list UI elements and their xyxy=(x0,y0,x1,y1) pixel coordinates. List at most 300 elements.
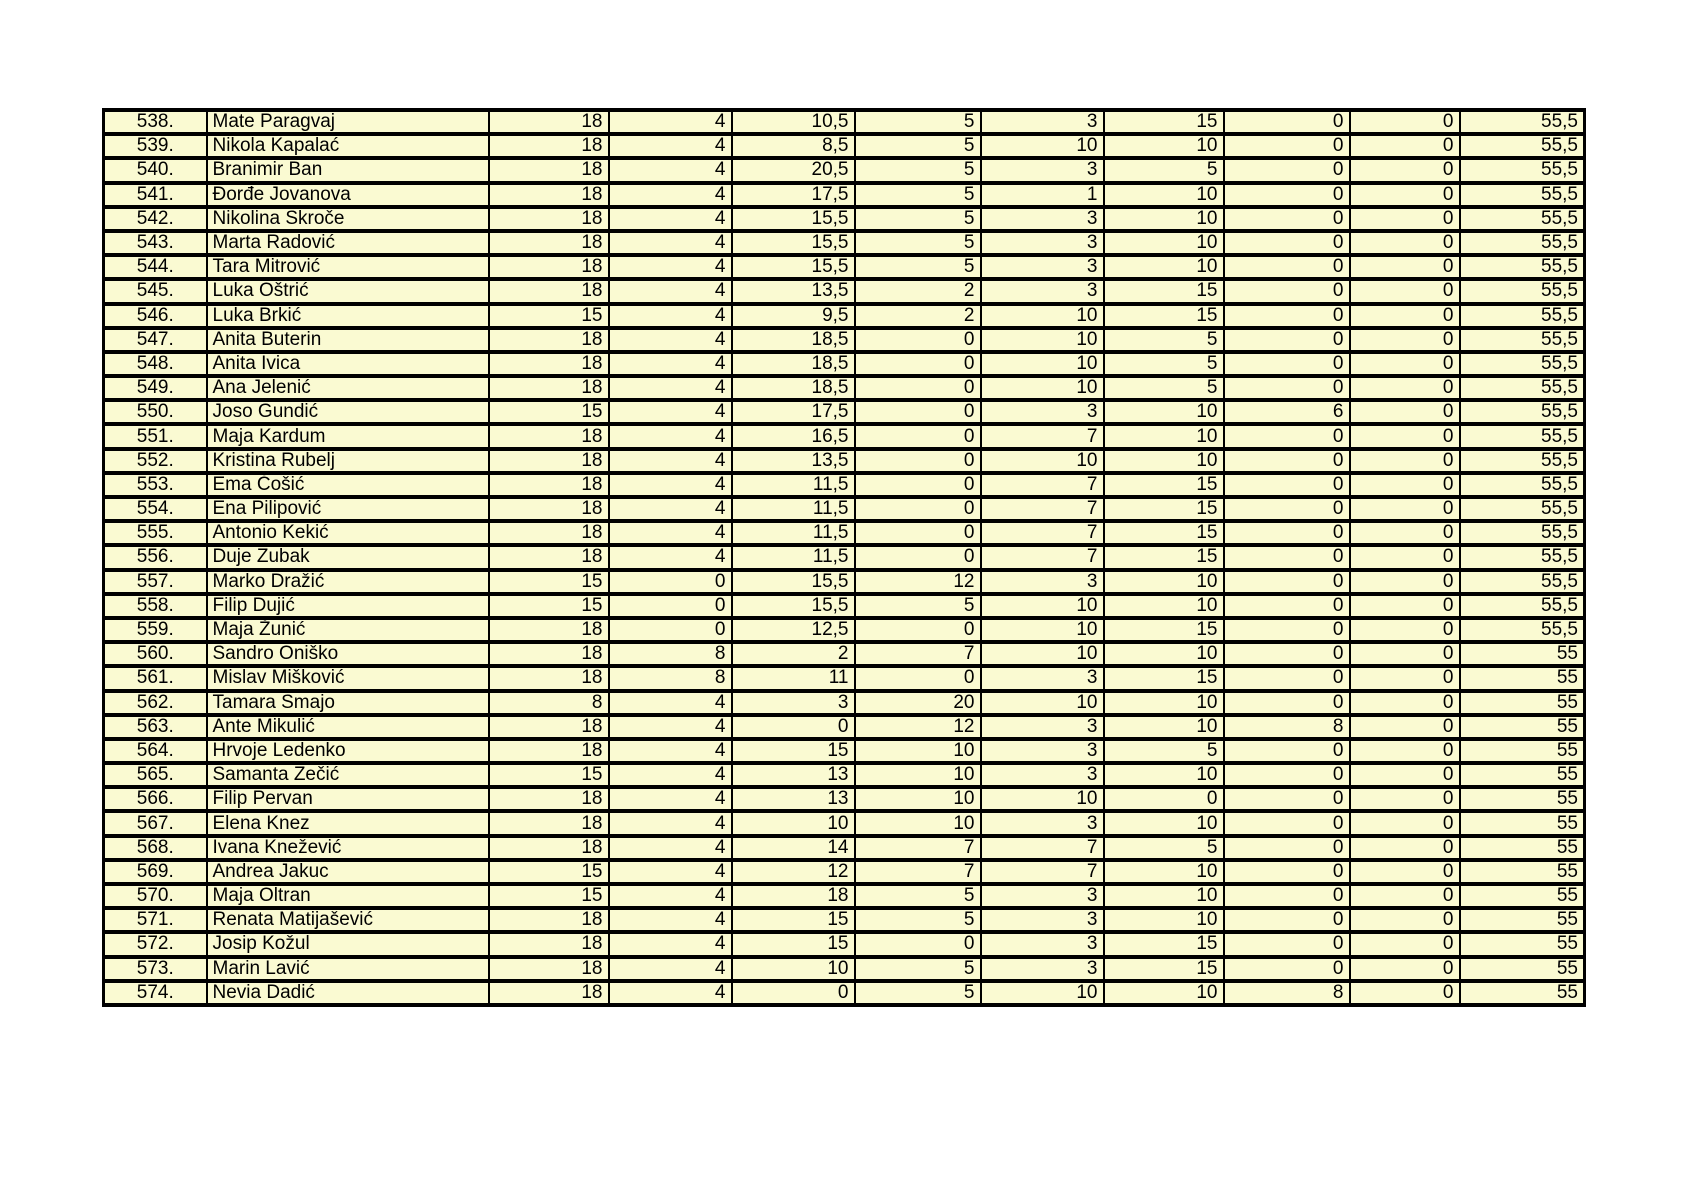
row-value: 15 xyxy=(1104,497,1224,521)
row-value: 10 xyxy=(981,691,1104,715)
row-value: 10 xyxy=(855,787,981,811)
row-value: 18 xyxy=(489,473,609,497)
table-row xyxy=(104,352,1585,376)
row-value: 0 xyxy=(1224,957,1350,981)
row-name: Maja Žunić xyxy=(207,618,489,642)
row-value: 15 xyxy=(732,739,855,763)
row-value: 11,5 xyxy=(732,521,855,545)
row-value: 4 xyxy=(609,884,732,908)
table-row xyxy=(104,255,1585,279)
row-value: 3 xyxy=(981,400,1104,424)
row-value: 7 xyxy=(855,642,981,666)
table-row xyxy=(104,545,1585,569)
row-value: 4 xyxy=(609,134,732,158)
row-value: 0 xyxy=(1224,860,1350,884)
row-value: 0 xyxy=(855,521,981,545)
row-name: Marin Lavić xyxy=(207,957,489,981)
row-value: 0 xyxy=(1350,957,1460,981)
row-value: 0 xyxy=(1224,473,1350,497)
row-value: 12,5 xyxy=(732,618,855,642)
row-value: 10 xyxy=(1104,424,1224,448)
row-value: 9,5 xyxy=(732,304,855,328)
row-value: 18 xyxy=(489,231,609,255)
row-value: 18 xyxy=(489,279,609,303)
row-rank: 550. xyxy=(104,400,207,424)
row-value: 15 xyxy=(489,884,609,908)
row-value: 2 xyxy=(732,642,855,666)
row-value: 10 xyxy=(1104,183,1224,207)
row-value: 4 xyxy=(609,400,732,424)
table-row xyxy=(104,207,1585,231)
row-value: 15,5 xyxy=(732,207,855,231)
row-value: 18 xyxy=(489,739,609,763)
row-value: 0 xyxy=(1224,811,1350,835)
row-value: 18 xyxy=(489,449,609,473)
row-value: 55 xyxy=(1460,666,1585,690)
row-value: 2 xyxy=(855,279,981,303)
row-rank: 574. xyxy=(104,981,207,1005)
row-value: 0 xyxy=(1224,110,1350,134)
row-value: 0 xyxy=(855,328,981,352)
row-rank: 546. xyxy=(104,304,207,328)
row-value: 15,5 xyxy=(732,570,855,594)
row-value: 0 xyxy=(1224,279,1350,303)
row-rank: 559. xyxy=(104,618,207,642)
row-value: 7 xyxy=(981,521,1104,545)
row-rank: 555. xyxy=(104,521,207,545)
row-value: 5 xyxy=(855,158,981,182)
row-value: 4 xyxy=(609,183,732,207)
row-value: 55 xyxy=(1460,981,1585,1005)
row-value: 5 xyxy=(855,255,981,279)
row-name: Nikola Kapalać xyxy=(207,134,489,158)
row-value: 0 xyxy=(1350,594,1460,618)
row-value: 20,5 xyxy=(732,158,855,182)
row-value: 15 xyxy=(1104,618,1224,642)
row-value: 0 xyxy=(1350,183,1460,207)
results-table xyxy=(102,108,1586,1007)
row-value: 0 xyxy=(855,400,981,424)
row-rank: 552. xyxy=(104,449,207,473)
row-name: Joso Gundić xyxy=(207,400,489,424)
row-value: 55 xyxy=(1460,787,1585,811)
row-value: 3 xyxy=(981,231,1104,255)
row-value: 0 xyxy=(1224,787,1350,811)
row-value: 10 xyxy=(981,449,1104,473)
row-name: Ana Jelenić xyxy=(207,376,489,400)
row-value: 0 xyxy=(1350,715,1460,739)
row-value: 0 xyxy=(1224,449,1350,473)
row-value: 5 xyxy=(855,908,981,932)
table-row xyxy=(104,594,1585,618)
row-value: 55,5 xyxy=(1460,134,1585,158)
table-row xyxy=(104,763,1585,787)
row-value: 18,5 xyxy=(732,352,855,376)
row-value: 55,5 xyxy=(1460,328,1585,352)
row-value: 15 xyxy=(489,763,609,787)
row-value: 0 xyxy=(855,376,981,400)
row-value: 10 xyxy=(1104,908,1224,932)
row-value: 0 xyxy=(1224,183,1350,207)
row-value: 55 xyxy=(1460,932,1585,956)
row-value: 18,5 xyxy=(732,328,855,352)
row-value: 3 xyxy=(981,957,1104,981)
row-value: 18 xyxy=(732,884,855,908)
row-name: Tamara Smajo xyxy=(207,691,489,715)
row-value: 0 xyxy=(609,570,732,594)
row-value: 0 xyxy=(732,715,855,739)
row-rank: 570. xyxy=(104,884,207,908)
row-value: 4 xyxy=(609,691,732,715)
row-value: 2 xyxy=(855,304,981,328)
row-value: 5 xyxy=(855,231,981,255)
row-value: 0 xyxy=(1350,400,1460,424)
row-name: Sandro Oniško xyxy=(207,642,489,666)
row-value: 5 xyxy=(855,884,981,908)
row-value: 15 xyxy=(1104,957,1224,981)
table-row xyxy=(104,715,1585,739)
row-rank: 561. xyxy=(104,666,207,690)
row-value: 10 xyxy=(1104,691,1224,715)
row-value: 0 xyxy=(1350,545,1460,569)
row-value: 0 xyxy=(1224,570,1350,594)
row-value: 4 xyxy=(609,424,732,448)
row-value: 3 xyxy=(981,739,1104,763)
row-value: 0 xyxy=(1350,811,1460,835)
row-value: 0 xyxy=(1350,134,1460,158)
row-value: 0 xyxy=(855,352,981,376)
row-name: Ivana Knežević xyxy=(207,836,489,860)
row-value: 10 xyxy=(1104,570,1224,594)
row-value: 0 xyxy=(1224,594,1350,618)
row-value: 55 xyxy=(1460,860,1585,884)
row-value: 4 xyxy=(609,304,732,328)
row-value: 0 xyxy=(1350,836,1460,860)
row-value: 5 xyxy=(855,207,981,231)
row-value: 4 xyxy=(609,473,732,497)
row-value: 55,5 xyxy=(1460,304,1585,328)
row-value: 0 xyxy=(1350,231,1460,255)
row-value: 55,5 xyxy=(1460,255,1585,279)
row-value: 5 xyxy=(1104,739,1224,763)
row-value: 15 xyxy=(489,860,609,884)
row-value: 0 xyxy=(609,594,732,618)
row-value: 18 xyxy=(489,932,609,956)
row-value: 18 xyxy=(489,957,609,981)
row-name: Kristina Rubelj xyxy=(207,449,489,473)
row-value: 55 xyxy=(1460,836,1585,860)
row-rank: 564. xyxy=(104,739,207,763)
row-value: 0 xyxy=(1350,158,1460,182)
row-value: 0 xyxy=(1350,884,1460,908)
table-row xyxy=(104,811,1585,835)
row-value: 15 xyxy=(1104,110,1224,134)
table-row xyxy=(104,400,1585,424)
row-value: 18 xyxy=(489,134,609,158)
row-value: 7 xyxy=(981,473,1104,497)
row-value: 0 xyxy=(609,618,732,642)
row-value: 0 xyxy=(1224,134,1350,158)
row-rank: 557. xyxy=(104,570,207,594)
row-value: 8,5 xyxy=(732,134,855,158)
row-value: 13 xyxy=(732,787,855,811)
table-row xyxy=(104,570,1585,594)
row-value: 4 xyxy=(609,279,732,303)
row-rank: 560. xyxy=(104,642,207,666)
row-value: 10 xyxy=(1104,207,1224,231)
row-value: 5 xyxy=(855,957,981,981)
row-value: 18 xyxy=(489,981,609,1005)
row-value: 7 xyxy=(981,545,1104,569)
row-value: 3 xyxy=(981,279,1104,303)
row-value: 18 xyxy=(489,376,609,400)
row-value: 0 xyxy=(1224,642,1350,666)
row-value: 10 xyxy=(1104,981,1224,1005)
row-value: 18 xyxy=(489,328,609,352)
row-value: 55,5 xyxy=(1460,376,1585,400)
row-value: 0 xyxy=(1350,424,1460,448)
row-value: 8 xyxy=(489,691,609,715)
row-value: 0 xyxy=(1104,787,1224,811)
row-value: 10 xyxy=(981,642,1104,666)
row-value: 15 xyxy=(732,908,855,932)
row-name: Elena Knez xyxy=(207,811,489,835)
row-value: 3 xyxy=(981,811,1104,835)
row-value: 10 xyxy=(981,328,1104,352)
row-value: 0 xyxy=(1350,787,1460,811)
row-value: 4 xyxy=(609,328,732,352)
row-value: 0 xyxy=(855,545,981,569)
row-value: 5 xyxy=(1104,328,1224,352)
row-name: Samanta Zečić xyxy=(207,763,489,787)
row-value: 0 xyxy=(1224,932,1350,956)
row-value: 10 xyxy=(1104,811,1224,835)
row-value: 10 xyxy=(732,957,855,981)
row-name: Ante Mikulić xyxy=(207,715,489,739)
row-value: 4 xyxy=(609,158,732,182)
row-value: 7 xyxy=(981,424,1104,448)
row-value: 12 xyxy=(855,570,981,594)
row-value: 0 xyxy=(1350,908,1460,932)
row-value: 55,5 xyxy=(1460,424,1585,448)
row-rank: 538. xyxy=(104,110,207,134)
row-value: 14 xyxy=(732,836,855,860)
table-row xyxy=(104,642,1585,666)
row-value: 3 xyxy=(981,932,1104,956)
row-value: 55 xyxy=(1460,642,1585,666)
row-value: 55 xyxy=(1460,691,1585,715)
row-name: Luka Brkić xyxy=(207,304,489,328)
row-value: 11,5 xyxy=(732,545,855,569)
row-name: Tara Mitrović xyxy=(207,255,489,279)
row-value: 4 xyxy=(609,739,732,763)
row-value: 5 xyxy=(855,183,981,207)
row-rank: 562. xyxy=(104,691,207,715)
row-value: 0 xyxy=(1350,279,1460,303)
row-value: 55,5 xyxy=(1460,570,1585,594)
row-value: 0 xyxy=(1350,376,1460,400)
row-value: 0 xyxy=(1224,836,1350,860)
row-value: 5 xyxy=(855,134,981,158)
table-row xyxy=(104,231,1585,255)
table-row xyxy=(104,884,1585,908)
row-value: 5 xyxy=(1104,158,1224,182)
row-name: Renata Matijašević xyxy=(207,908,489,932)
row-value: 3 xyxy=(981,570,1104,594)
row-value: 12 xyxy=(855,715,981,739)
row-rank: 573. xyxy=(104,957,207,981)
row-rank: 558. xyxy=(104,594,207,618)
row-value: 0 xyxy=(1350,691,1460,715)
row-value: 0 xyxy=(1350,110,1460,134)
row-value: 0 xyxy=(732,981,855,1005)
row-value: 10 xyxy=(981,352,1104,376)
row-name: Đorđe Jovanova xyxy=(207,183,489,207)
table-row xyxy=(104,279,1585,303)
row-value: 0 xyxy=(1350,473,1460,497)
row-value: 18 xyxy=(489,618,609,642)
row-value: 0 xyxy=(1224,158,1350,182)
row-name: Antonio Kekić xyxy=(207,521,489,545)
row-value: 12 xyxy=(732,860,855,884)
row-value: 4 xyxy=(609,255,732,279)
row-value: 3 xyxy=(981,110,1104,134)
row-value: 1 xyxy=(981,183,1104,207)
row-value: 7 xyxy=(981,836,1104,860)
row-value: 13 xyxy=(732,763,855,787)
row-value: 5 xyxy=(855,594,981,618)
row-value: 10 xyxy=(855,811,981,835)
row-value: 0 xyxy=(855,497,981,521)
row-value: 55,5 xyxy=(1460,497,1585,521)
row-value: 15,5 xyxy=(732,231,855,255)
row-value: 10 xyxy=(1104,134,1224,158)
row-value: 0 xyxy=(1224,207,1350,231)
row-value: 0 xyxy=(1224,255,1350,279)
row-value: 18 xyxy=(489,666,609,690)
table-row xyxy=(104,860,1585,884)
row-name: Filip Pervan xyxy=(207,787,489,811)
row-value: 0 xyxy=(1350,521,1460,545)
row-rank: 563. xyxy=(104,715,207,739)
row-value: 10 xyxy=(981,134,1104,158)
row-rank: 539. xyxy=(104,134,207,158)
row-value: 17,5 xyxy=(732,183,855,207)
row-rank: 542. xyxy=(104,207,207,231)
row-value: 3 xyxy=(732,691,855,715)
row-value: 18 xyxy=(489,642,609,666)
row-value: 0 xyxy=(1350,352,1460,376)
row-value: 55,5 xyxy=(1460,545,1585,569)
row-value: 0 xyxy=(1224,666,1350,690)
row-rank: 572. xyxy=(104,932,207,956)
row-value: 10 xyxy=(732,811,855,835)
row-rank: 541. xyxy=(104,183,207,207)
row-name: Duje Zubak xyxy=(207,545,489,569)
row-value: 3 xyxy=(981,255,1104,279)
row-value: 0 xyxy=(1350,642,1460,666)
row-value: 10 xyxy=(981,787,1104,811)
row-value: 15 xyxy=(489,570,609,594)
row-value: 55 xyxy=(1460,715,1585,739)
row-value: 10 xyxy=(1104,642,1224,666)
row-value: 0 xyxy=(1350,328,1460,352)
row-value: 6 xyxy=(1224,400,1350,424)
row-value: 10 xyxy=(981,618,1104,642)
row-value: 0 xyxy=(1350,497,1460,521)
row-value: 15 xyxy=(489,304,609,328)
row-value: 15 xyxy=(1104,932,1224,956)
row-value: 0 xyxy=(1224,304,1350,328)
row-value: 4 xyxy=(609,521,732,545)
row-rank: 553. xyxy=(104,473,207,497)
row-value: 7 xyxy=(855,860,981,884)
row-name: Mislav Mišković xyxy=(207,666,489,690)
row-value: 18 xyxy=(489,787,609,811)
row-value: 8 xyxy=(609,642,732,666)
table-row xyxy=(104,134,1585,158)
row-rank: 569. xyxy=(104,860,207,884)
row-value: 0 xyxy=(855,618,981,642)
row-value: 10 xyxy=(1104,400,1224,424)
row-value: 0 xyxy=(1350,981,1460,1005)
row-value: 0 xyxy=(1224,352,1350,376)
row-value: 5 xyxy=(855,981,981,1005)
row-name: Marta Radović xyxy=(207,231,489,255)
table-row xyxy=(104,183,1585,207)
row-value: 18 xyxy=(489,497,609,521)
row-value: 55,5 xyxy=(1460,352,1585,376)
table-row xyxy=(104,473,1585,497)
row-value: 0 xyxy=(855,449,981,473)
table-row xyxy=(104,908,1585,932)
table-row xyxy=(104,376,1585,400)
row-value: 0 xyxy=(1350,666,1460,690)
row-value: 3 xyxy=(981,884,1104,908)
row-value: 55 xyxy=(1460,884,1585,908)
row-name: Mate Paragvaj xyxy=(207,110,489,134)
row-value: 8 xyxy=(609,666,732,690)
row-name: Nikolina Skroče xyxy=(207,207,489,231)
row-value: 0 xyxy=(855,473,981,497)
row-value: 0 xyxy=(1224,739,1350,763)
row-value: 4 xyxy=(609,787,732,811)
row-rank: 567. xyxy=(104,811,207,835)
row-value: 10 xyxy=(1104,449,1224,473)
table-row xyxy=(104,521,1585,545)
row-value: 3 xyxy=(981,666,1104,690)
row-value: 55,5 xyxy=(1460,207,1585,231)
row-value: 10 xyxy=(1104,255,1224,279)
row-value: 4 xyxy=(609,836,732,860)
row-value: 15,5 xyxy=(732,255,855,279)
row-value: 0 xyxy=(1224,908,1350,932)
row-rank: 549. xyxy=(104,376,207,400)
row-rank: 554. xyxy=(104,497,207,521)
row-value: 10 xyxy=(1104,231,1224,255)
row-value: 13,5 xyxy=(732,279,855,303)
row-value: 13,5 xyxy=(732,449,855,473)
row-value: 55,5 xyxy=(1460,449,1585,473)
row-value: 3 xyxy=(981,763,1104,787)
row-value: 5 xyxy=(1104,376,1224,400)
row-rank: 565. xyxy=(104,763,207,787)
row-value: 11,5 xyxy=(732,473,855,497)
row-name: Maja Kardum xyxy=(207,424,489,448)
row-value: 4 xyxy=(609,715,732,739)
row-value: 10 xyxy=(1104,763,1224,787)
row-value: 4 xyxy=(609,908,732,932)
